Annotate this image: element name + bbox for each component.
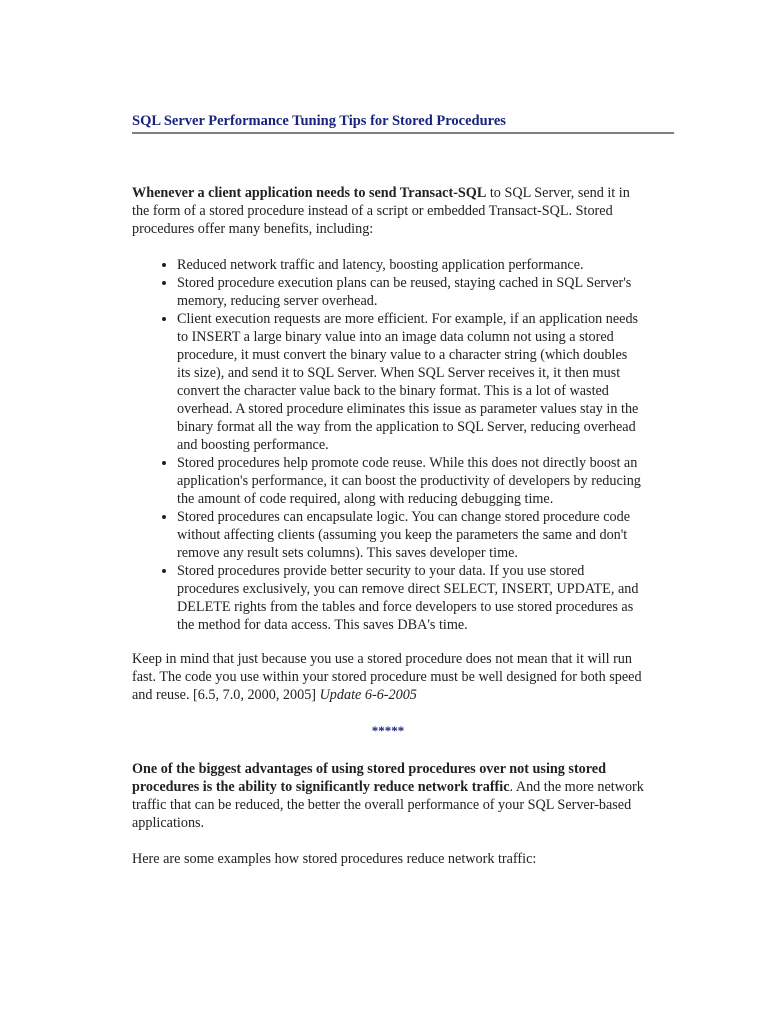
title-block: [132, 112, 674, 134]
keep-in-mind-paragraph: [132, 650, 644, 704]
section-divider: *****: [371, 723, 405, 738]
keep-in-mind-text: Keep in mind that just because you use a stored procedure does not mean that it will run fast. The code you use within your stored procedure must be well designed for both speed and reuse. [6.5, 7.0, 2000, 2005]: [132, 651, 642, 703]
benefit-item: • Reduced network traffic and latency, boosting application performance.: [177, 256, 644, 274]
benefit-item: • Stored procedures provide better security to your data. If you use stored procedures exclusively, you can remove direct SELECT, INSERT, UPDATE, and DELETE rights from the tables and force developers to use stored procedures as the method for data access. This saves DBA's time.: [177, 562, 644, 634]
benefit-item: • Stored procedures can encapsulate logic. You can change stored procedure code without affecting clients (assuming you keep the parameters the same and don't remove any result sets columns). This saves developer time.: [177, 508, 644, 562]
benefit-item: • Stored procedure execution plans can be reused, staying cached in SQL Server's memory, reducing server overhead.: [177, 274, 644, 310]
advantage-rest: . And the more network traffic that can be reduced, the better the overall performance of your SQL Server-based applications.: [132, 779, 644, 831]
update-note: Update 6-6-2005: [319, 687, 417, 703]
intro-rest: to SQL Server, send it in the form of a stored procedure instead of a script or embedded Transact-SQL. Stored procedures offer many benefits, including:: [132, 185, 630, 237]
advantage-paragraph: [132, 760, 644, 832]
examples-intro: Here are some examples how stored procedures reduce network traffic:: [132, 851, 537, 867]
advantage-bold-lead: One of the biggest advantages of using stored procedures over not using stored procedures is the ability to significantly reduce network traffic: [132, 761, 606, 795]
intro-paragraph: [132, 184, 644, 238]
benefits-list: [132, 256, 644, 634]
page-title: SQL Server Performance Tuning Tips for Stored Procedures: [132, 113, 506, 129]
benefit-item: • Client execution requests are more efficient. For example, if an application needs to INSERT a large binary value into an image data column not using a stored procedure, it must convert the binary value to a character string (which doubles its size), and send it to SQL Server. When SQL Server receives it, it then must convert the character value back to the binary format. This is a lot of wasted overhead. A stored procedure eliminates this issue as parameter values stay in the binary format all the way from the application to SQL Server, reducing overhead and boosting performance.: [177, 310, 644, 454]
article-body: [132, 184, 644, 868]
intro-bold-lead: Whenever a client application needs to send Transact-SQL: [132, 185, 487, 201]
benefit-item: • Stored procedures help promote code reuse. While this does not directly boost an application's performance, it can boost the productivity of developers by reducing the amount of code required, along with reducing debugging time.: [177, 454, 644, 508]
